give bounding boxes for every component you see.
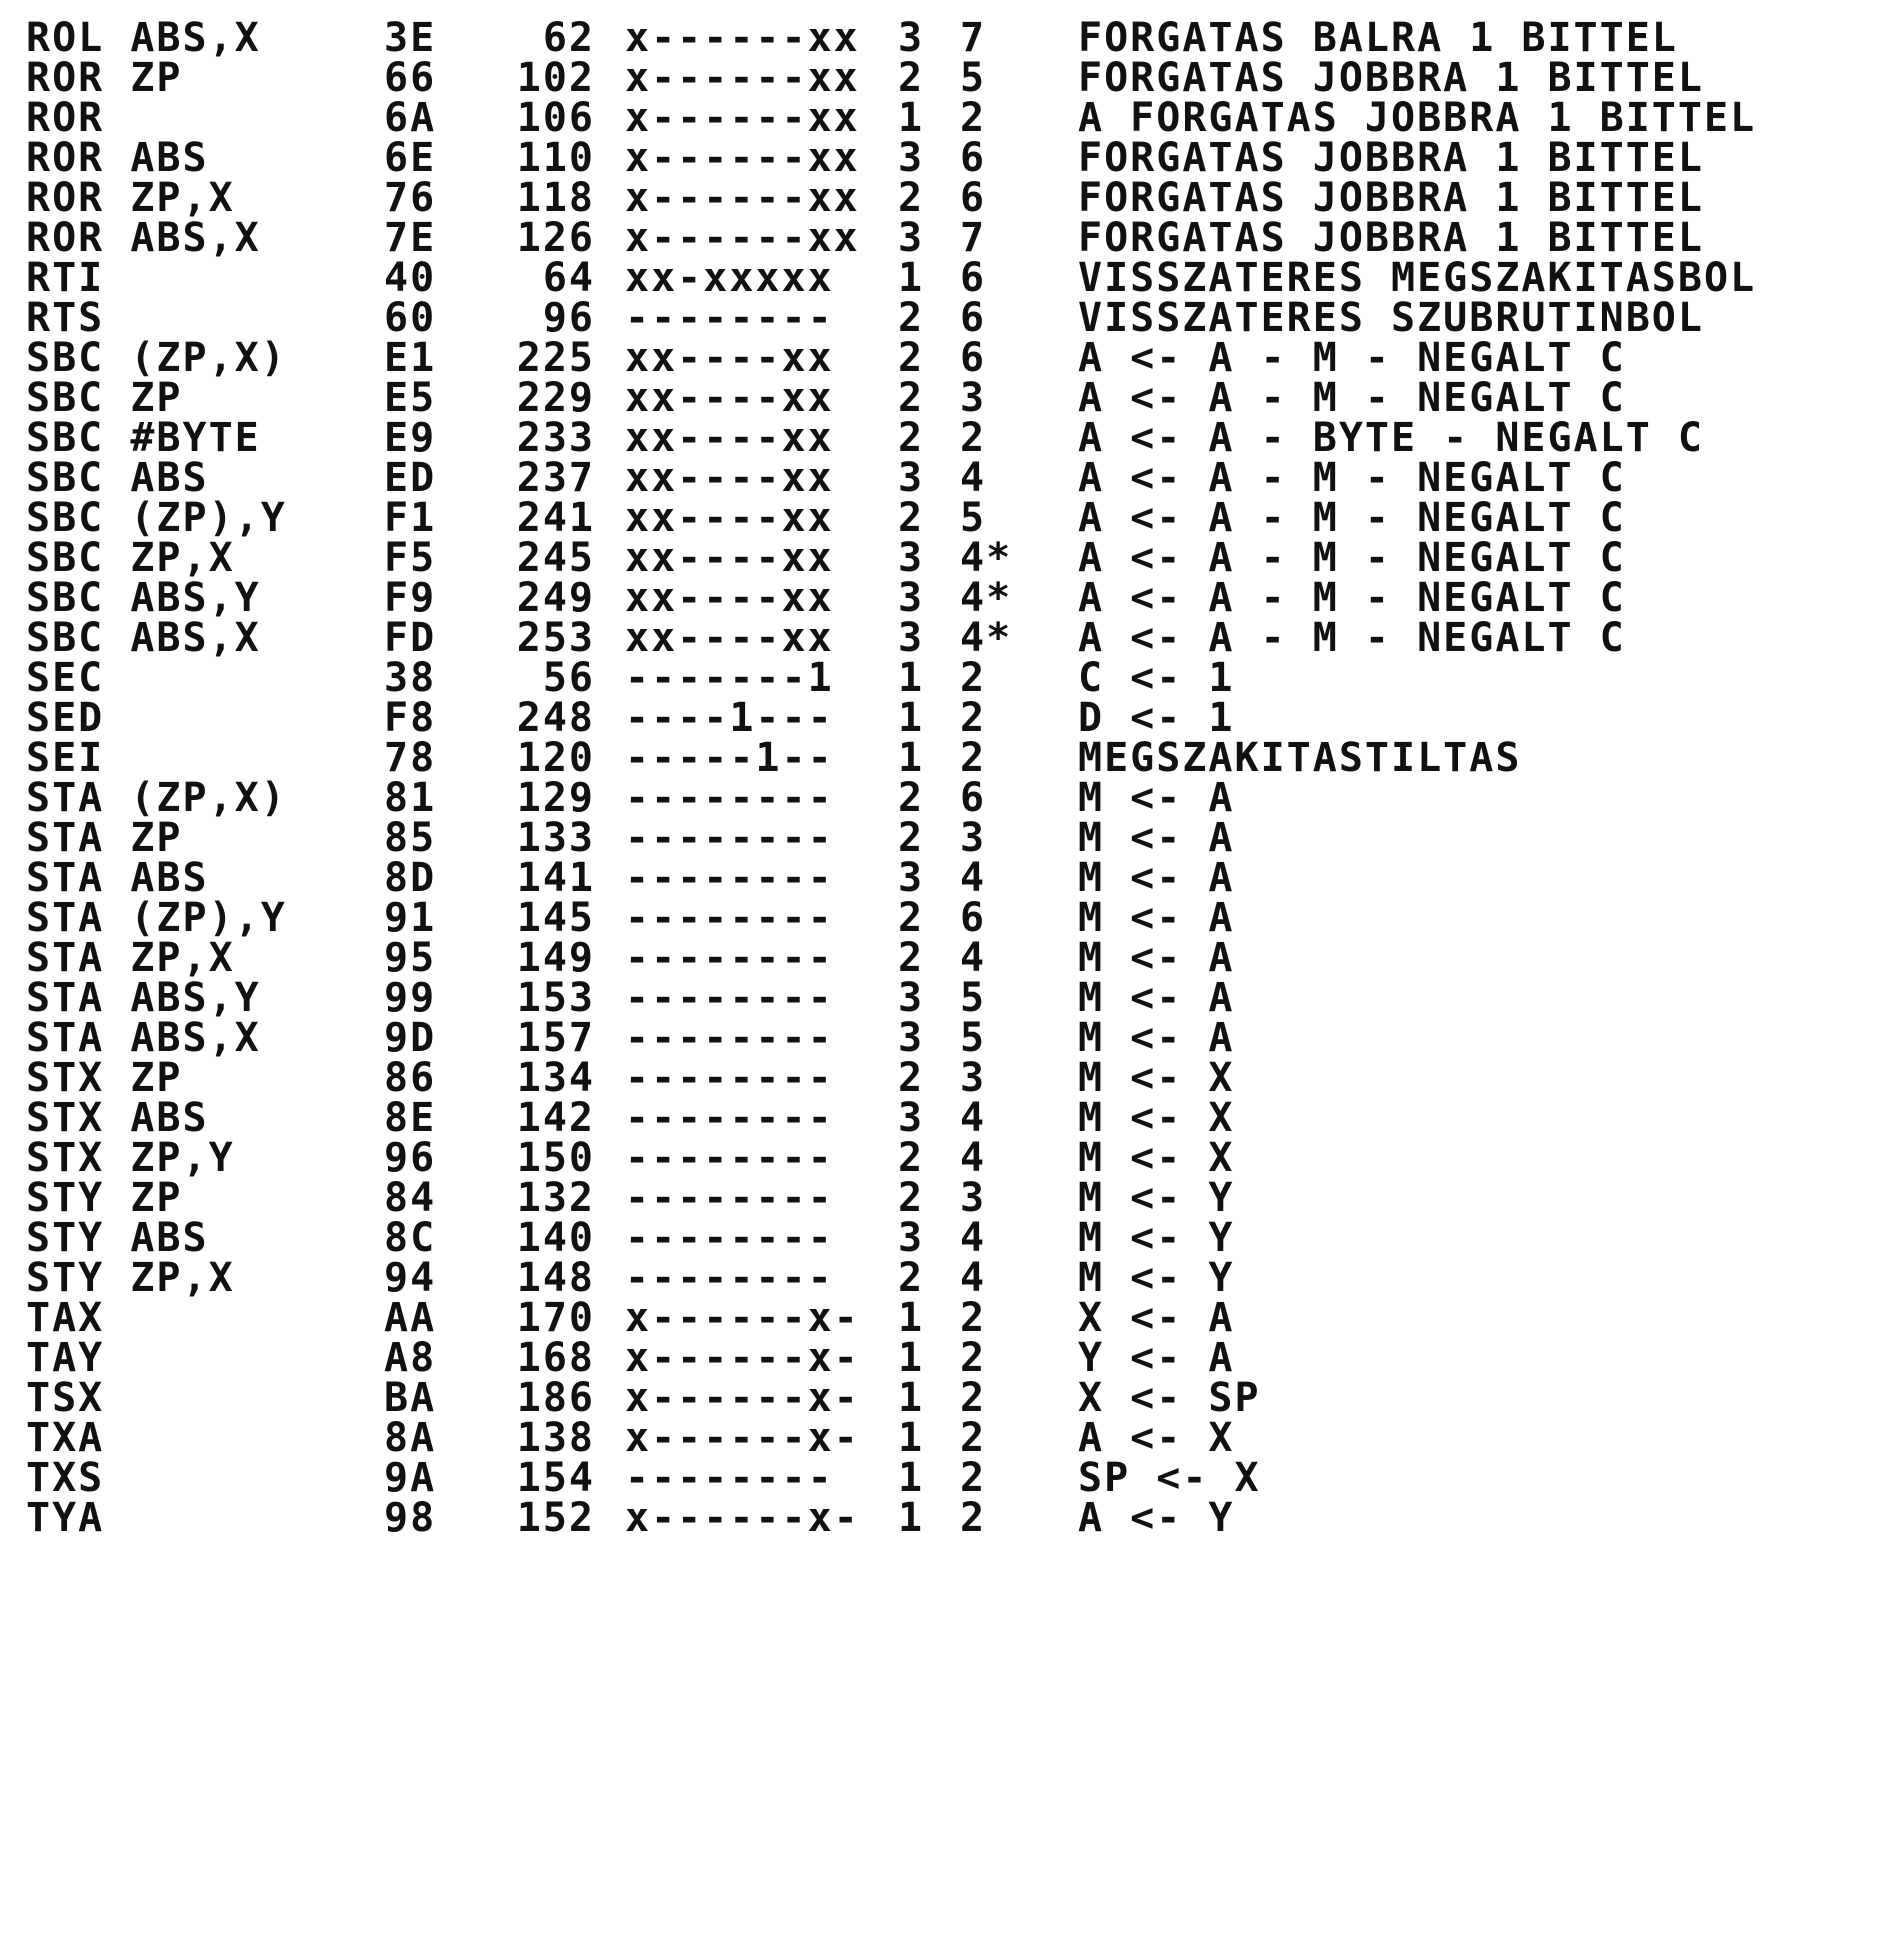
hex-opcode-cell: 8C (384, 1215, 437, 1261)
decimal-opcode-cell: 120 (516, 735, 595, 781)
decimal-opcode-cell: 245 (516, 535, 595, 581)
flags-cell: -------- (625, 295, 834, 341)
decimal-opcode-cell: 145 (516, 895, 595, 941)
description-cell: M <- Y (1078, 1255, 1235, 1301)
decimal-opcode-cell: 142 (516, 1095, 595, 1141)
instruction-cell: TYA (26, 1495, 105, 1541)
description-cell: A <- Y (1078, 1495, 1235, 1541)
hex-opcode-cell: 81 (384, 775, 437, 821)
cycle-count-cell: 2 (960, 695, 987, 741)
flags-cell: xx----xx (625, 615, 834, 661)
description-cell: A <- A - M - NEGALT C (1078, 575, 1626, 621)
hex-opcode-cell: 3E (384, 15, 437, 61)
flags-cell: xx----xx (625, 375, 834, 421)
instruction-cell: TAY (26, 1335, 105, 1381)
flags-cell: xx----xx (625, 455, 834, 501)
decimal-opcode-cell: 157 (516, 1015, 595, 1061)
byte-count-cell: 1 (898, 695, 925, 741)
decimal-opcode-cell: 118 (516, 175, 595, 221)
byte-count-cell: 2 (898, 295, 925, 341)
hex-opcode-cell: 8D (384, 855, 437, 901)
flags-cell: -------- (625, 1175, 834, 1221)
cycle-count-cell: 6 (960, 335, 987, 381)
cycle-count-cell: 4* (960, 615, 1013, 661)
cycle-count-cell: 7 (960, 215, 987, 261)
byte-count-cell: 3 (898, 215, 925, 261)
byte-count-cell: 2 (898, 375, 925, 421)
hex-opcode-cell: 96 (384, 1135, 437, 1181)
cycle-count-cell: 4 (960, 1215, 987, 1261)
instruction-cell: SBC ZP (26, 375, 183, 421)
description-cell: M <- A (1078, 895, 1235, 941)
byte-count-cell: 3 (898, 535, 925, 581)
decimal-opcode-cell: 56 (542, 655, 595, 701)
byte-count-cell: 3 (898, 855, 925, 901)
cycle-count-cell: 3 (960, 1175, 987, 1221)
instruction-cell: SBC ABS,X (26, 615, 261, 661)
decimal-opcode-cell: 168 (516, 1335, 595, 1381)
hex-opcode-cell: 38 (384, 655, 437, 701)
flags-cell: xx----xx (625, 535, 834, 581)
cycle-count-cell: 7 (960, 15, 987, 61)
flags-cell: xx----xx (625, 575, 834, 621)
instruction-cell: STA (ZP,X) (26, 775, 287, 821)
flags-cell: x------xx (625, 95, 860, 141)
decimal-opcode-cell: 149 (516, 935, 595, 981)
cycle-count-cell: 6 (960, 175, 987, 221)
flags-cell: x------x- (625, 1415, 860, 1461)
instruction-cell: STA ZP,X (26, 935, 235, 981)
cycle-count-cell: 6 (960, 135, 987, 181)
instruction-cell: TXA (26, 1415, 105, 1461)
flags-cell: xx----xx (625, 335, 834, 381)
flags-cell: xx----xx (625, 495, 834, 541)
description-cell: A <- A - M - NEGALT C (1078, 335, 1626, 381)
cycle-count-cell: 6 (960, 255, 987, 301)
hex-opcode-cell: 85 (384, 815, 437, 861)
cycle-count-cell: 2 (960, 1455, 987, 1501)
instruction-cell: STY ZP (26, 1175, 183, 1221)
decimal-opcode-cell: 253 (516, 615, 595, 661)
hex-opcode-cell: 98 (384, 1495, 437, 1541)
hex-opcode-cell: BA (384, 1375, 437, 1421)
instruction-cell: ROR ZP (26, 55, 183, 101)
decimal-opcode-cell: 225 (516, 335, 595, 381)
decimal-opcode-cell: 132 (516, 1175, 595, 1221)
description-cell: M <- A (1078, 775, 1235, 821)
hex-opcode-cell: 8E (384, 1095, 437, 1141)
byte-count-cell: 2 (898, 815, 925, 861)
decimal-opcode-cell: 248 (516, 695, 595, 741)
flags-cell: -------- (625, 1215, 834, 1261)
flags-cell: x------xx (625, 55, 860, 101)
decimal-opcode-cell: 110 (516, 135, 595, 181)
decimal-opcode-cell: 62 (542, 15, 595, 61)
description-cell: FORGATAS JOBBRA 1 BITTEL (1078, 215, 1704, 261)
description-cell: M <- Y (1078, 1175, 1235, 1221)
instruction-cell: TAX (26, 1295, 105, 1341)
flags-cell: x------xx (625, 175, 860, 221)
cycle-count-cell: 2 (960, 415, 987, 461)
cycle-count-cell: 5 (960, 975, 987, 1021)
description-cell: M <- X (1078, 1095, 1235, 1141)
byte-count-cell: 2 (898, 935, 925, 981)
instruction-cell: STA (ZP),Y (26, 895, 287, 941)
flags-cell: -------- (625, 1455, 834, 1501)
description-cell: C <- 1 (1078, 655, 1235, 701)
instruction-cell: STX ZP,Y (26, 1135, 235, 1181)
byte-count-cell: 1 (898, 655, 925, 701)
description-cell: D <- 1 (1078, 695, 1235, 741)
table-row (0, 1493, 1903, 1543)
description-cell: A <- A - BYTE - NEGALT C (1078, 415, 1704, 461)
flags-cell: x------x- (625, 1335, 860, 1381)
description-cell: FORGATAS JOBBRA 1 BITTEL (1078, 135, 1704, 181)
flags-cell: -------- (625, 775, 834, 821)
cycle-count-cell: 2 (960, 1295, 987, 1341)
description-cell: SP <- X (1078, 1455, 1261, 1501)
decimal-opcode-cell: 249 (516, 575, 595, 621)
instruction-cell: STA ABS (26, 855, 209, 901)
byte-count-cell: 3 (898, 1015, 925, 1061)
hex-opcode-cell: 60 (384, 295, 437, 341)
hex-opcode-cell: 9D (384, 1015, 437, 1061)
flags-cell: -----1-- (625, 735, 834, 781)
hex-opcode-cell: 78 (384, 735, 437, 781)
flags-cell: -------- (625, 815, 834, 861)
hex-opcode-cell: F8 (384, 695, 437, 741)
flags-cell: x------x- (625, 1295, 860, 1341)
instruction-cell: SED (26, 695, 105, 741)
decimal-opcode-cell: 154 (516, 1455, 595, 1501)
decimal-opcode-cell: 140 (516, 1215, 595, 1261)
hex-opcode-cell: 6A (384, 95, 437, 141)
cycle-count-cell: 2 (960, 1375, 987, 1421)
flags-cell: -------- (625, 1095, 834, 1141)
hex-opcode-cell: 86 (384, 1055, 437, 1101)
flags-cell: -------- (625, 1055, 834, 1101)
flags-cell: xx----xx (625, 415, 834, 461)
byte-count-cell: 2 (898, 895, 925, 941)
cycle-count-cell: 5 (960, 55, 987, 101)
hex-opcode-cell: 66 (384, 55, 437, 101)
byte-count-cell: 3 (898, 1215, 925, 1261)
cycle-count-cell: 6 (960, 895, 987, 941)
description-cell: FORGATAS BALRA 1 BITTEL (1078, 15, 1678, 61)
flags-cell: ----1--- (625, 695, 834, 741)
byte-count-cell: 1 (898, 95, 925, 141)
hex-opcode-cell: A8 (384, 1335, 437, 1381)
flags-cell: -------- (625, 1135, 834, 1181)
instruction-cell: ROL ABS,X (26, 15, 261, 61)
byte-count-cell: 2 (898, 775, 925, 821)
description-cell: VISSZATERES MEGSZAKITASBOL (1078, 255, 1757, 301)
byte-count-cell: 2 (898, 55, 925, 101)
decimal-opcode-cell: 229 (516, 375, 595, 421)
hex-opcode-cell: 99 (384, 975, 437, 1021)
cycle-count-cell: 6 (960, 295, 987, 341)
hex-opcode-cell: 8A (384, 1415, 437, 1461)
description-cell: FORGATAS JOBBRA 1 BITTEL (1078, 175, 1704, 221)
hex-opcode-cell: 94 (384, 1255, 437, 1301)
flags-cell: xx-xxxxx (625, 255, 834, 301)
description-cell: A <- A - M - NEGALT C (1078, 615, 1626, 661)
byte-count-cell: 2 (898, 175, 925, 221)
description-cell: A <- X (1078, 1415, 1235, 1461)
hex-opcode-cell: E1 (384, 335, 437, 381)
instruction-cell: STX ZP (26, 1055, 183, 1101)
cycle-count-cell: 6 (960, 775, 987, 821)
cycle-count-cell: 4* (960, 575, 1013, 621)
byte-count-cell: 2 (898, 1135, 925, 1181)
cycle-count-cell: 4 (960, 1255, 987, 1301)
decimal-opcode-cell: 237 (516, 455, 595, 501)
flags-cell: -------- (625, 1255, 834, 1301)
description-cell: A <- A - M - NEGALT C (1078, 455, 1626, 501)
hex-opcode-cell: ED (384, 455, 437, 501)
decimal-opcode-cell: 138 (516, 1415, 595, 1461)
cycle-count-cell: 2 (960, 1335, 987, 1381)
decimal-opcode-cell: 134 (516, 1055, 595, 1101)
cycle-count-cell: 4 (960, 1095, 987, 1141)
decimal-opcode-cell: 126 (516, 215, 595, 261)
decimal-opcode-cell: 153 (516, 975, 595, 1021)
cycle-count-cell: 4 (960, 855, 987, 901)
byte-count-cell: 2 (898, 1175, 925, 1221)
flags-cell: -------- (625, 855, 834, 901)
byte-count-cell: 1 (898, 1375, 925, 1421)
description-cell: M <- A (1078, 935, 1235, 981)
byte-count-cell: 1 (898, 1455, 925, 1501)
byte-count-cell: 1 (898, 1295, 925, 1341)
byte-count-cell: 3 (898, 975, 925, 1021)
decimal-opcode-cell: 150 (516, 1135, 595, 1181)
cycle-count-cell: 4* (960, 535, 1013, 581)
instruction-cell: TXS (26, 1455, 105, 1501)
description-cell: M <- A (1078, 815, 1235, 861)
description-cell: M <- X (1078, 1055, 1235, 1101)
description-cell: A <- A - M - NEGALT C (1078, 535, 1626, 581)
description-cell: M <- X (1078, 1135, 1235, 1181)
description-cell: A <- A - M - NEGALT C (1078, 375, 1626, 421)
byte-count-cell: 1 (898, 735, 925, 781)
cycle-count-cell: 5 (960, 495, 987, 541)
cycle-count-cell: 5 (960, 1015, 987, 1061)
flags-cell: x------xx (625, 135, 860, 181)
decimal-opcode-cell: 148 (516, 1255, 595, 1301)
description-cell: X <- A (1078, 1295, 1235, 1341)
description-cell: M <- A (1078, 975, 1235, 1021)
instruction-cell: STX ABS (26, 1095, 209, 1141)
flags-cell: -------- (625, 1015, 834, 1061)
decimal-opcode-cell: 64 (542, 255, 595, 301)
hex-opcode-cell: E5 (384, 375, 437, 421)
byte-count-cell: 3 (898, 575, 925, 621)
instruction-cell: ROR ABS,X (26, 215, 261, 261)
byte-count-cell: 3 (898, 1095, 925, 1141)
decimal-opcode-cell: 102 (516, 55, 595, 101)
decimal-opcode-cell: 133 (516, 815, 595, 861)
instruction-cell: ROR ZP,X (26, 175, 235, 221)
hex-opcode-cell: AA (384, 1295, 437, 1341)
cycle-count-cell: 2 (960, 735, 987, 781)
hex-opcode-cell: 91 (384, 895, 437, 941)
flags-cell: -------- (625, 895, 834, 941)
byte-count-cell: 1 (898, 1415, 925, 1461)
hex-opcode-cell: 95 (384, 935, 437, 981)
description-cell: M <- A (1078, 855, 1235, 901)
hex-opcode-cell: F9 (384, 575, 437, 621)
cycle-count-cell: 3 (960, 815, 987, 861)
instruction-cell: SEI (26, 735, 105, 781)
decimal-opcode-cell: 170 (516, 1295, 595, 1341)
byte-count-cell: 1 (898, 255, 925, 301)
decimal-opcode-cell: 141 (516, 855, 595, 901)
instruction-cell: ROR (26, 95, 105, 141)
description-cell: M <- A (1078, 1015, 1235, 1061)
byte-count-cell: 1 (898, 1335, 925, 1381)
byte-count-cell: 2 (898, 1255, 925, 1301)
instruction-cell: RTS (26, 295, 105, 341)
flags-cell: x------xx (625, 215, 860, 261)
instruction-cell: SBC (ZP),Y (26, 495, 287, 541)
description-cell: FORGATAS JOBBRA 1 BITTEL (1078, 55, 1704, 101)
byte-count-cell: 3 (898, 15, 925, 61)
description-cell: A FORGATAS JOBBRA 1 BITTEL (1078, 95, 1757, 141)
instruction-cell: SBC ZP,X (26, 535, 235, 581)
decimal-opcode-cell: 241 (516, 495, 595, 541)
byte-count-cell: 3 (898, 615, 925, 661)
instruction-cell: STY ZP,X (26, 1255, 235, 1301)
instruction-cell: SBC ABS (26, 455, 209, 501)
cycle-count-cell: 3 (960, 1055, 987, 1101)
decimal-opcode-cell: 96 (542, 295, 595, 341)
byte-count-cell: 1 (898, 1495, 925, 1541)
decimal-opcode-cell: 106 (516, 95, 595, 141)
hex-opcode-cell: 6E (384, 135, 437, 181)
instruction-cell: STA ABS,X (26, 1015, 261, 1061)
hex-opcode-cell: 7E (384, 215, 437, 261)
byte-count-cell: 3 (898, 455, 925, 501)
cycle-count-cell: 2 (960, 95, 987, 141)
hex-opcode-cell: 9A (384, 1455, 437, 1501)
flags-cell: x------x- (625, 1495, 860, 1541)
instruction-cell: SBC ABS,Y (26, 575, 261, 621)
instruction-cell: STA ABS,Y (26, 975, 261, 1021)
instruction-cell: RTI (26, 255, 105, 301)
hex-opcode-cell: 40 (384, 255, 437, 301)
instruction-cell: ROR ABS (26, 135, 209, 181)
cycle-count-cell: 2 (960, 1415, 987, 1461)
flags-cell: x------x- (625, 1375, 860, 1421)
cycle-count-cell: 4 (960, 935, 987, 981)
byte-count-cell: 2 (898, 1055, 925, 1101)
cycle-count-cell: 2 (960, 655, 987, 701)
byte-count-cell: 3 (898, 135, 925, 181)
flags-cell: -------- (625, 935, 834, 981)
instruction-cell: STY ABS (26, 1215, 209, 1261)
description-cell: Y <- A (1078, 1335, 1235, 1381)
flags-cell: -------1 (625, 655, 834, 701)
hex-opcode-cell: F5 (384, 535, 437, 581)
description-cell: X <- SP (1078, 1375, 1261, 1421)
byte-count-cell: 2 (898, 415, 925, 461)
hex-opcode-cell: F1 (384, 495, 437, 541)
hex-opcode-cell: 76 (384, 175, 437, 221)
flags-cell: x------xx (625, 15, 860, 61)
decimal-opcode-cell: 233 (516, 415, 595, 461)
flags-cell: -------- (625, 975, 834, 1021)
hex-opcode-cell: E9 (384, 415, 437, 461)
description-cell: VISSZATERES SZUBRUTINBOL (1078, 295, 1704, 341)
byte-count-cell: 2 (898, 495, 925, 541)
description-cell: MEGSZAKITASTILTAS (1078, 735, 1522, 781)
decimal-opcode-cell: 152 (516, 1495, 595, 1541)
cycle-count-cell: 2 (960, 1495, 987, 1541)
instruction-cell: SBC #BYTE (26, 415, 261, 461)
cycle-count-cell: 4 (960, 455, 987, 501)
cycle-count-cell: 4 (960, 1135, 987, 1181)
hex-opcode-cell: 84 (384, 1175, 437, 1221)
instruction-cell: SBC (ZP,X) (26, 335, 287, 381)
byte-count-cell: 2 (898, 335, 925, 381)
cycle-count-cell: 3 (960, 375, 987, 421)
hex-opcode-cell: FD (384, 615, 437, 661)
decimal-opcode-cell: 129 (516, 775, 595, 821)
instruction-cell: SEC (26, 655, 105, 701)
instruction-cell: STA ZP (26, 815, 183, 861)
description-cell: A <- A - M - NEGALT C (1078, 495, 1626, 541)
decimal-opcode-cell: 186 (516, 1375, 595, 1421)
description-cell: M <- Y (1078, 1215, 1235, 1261)
instruction-cell: TSX (26, 1375, 105, 1421)
